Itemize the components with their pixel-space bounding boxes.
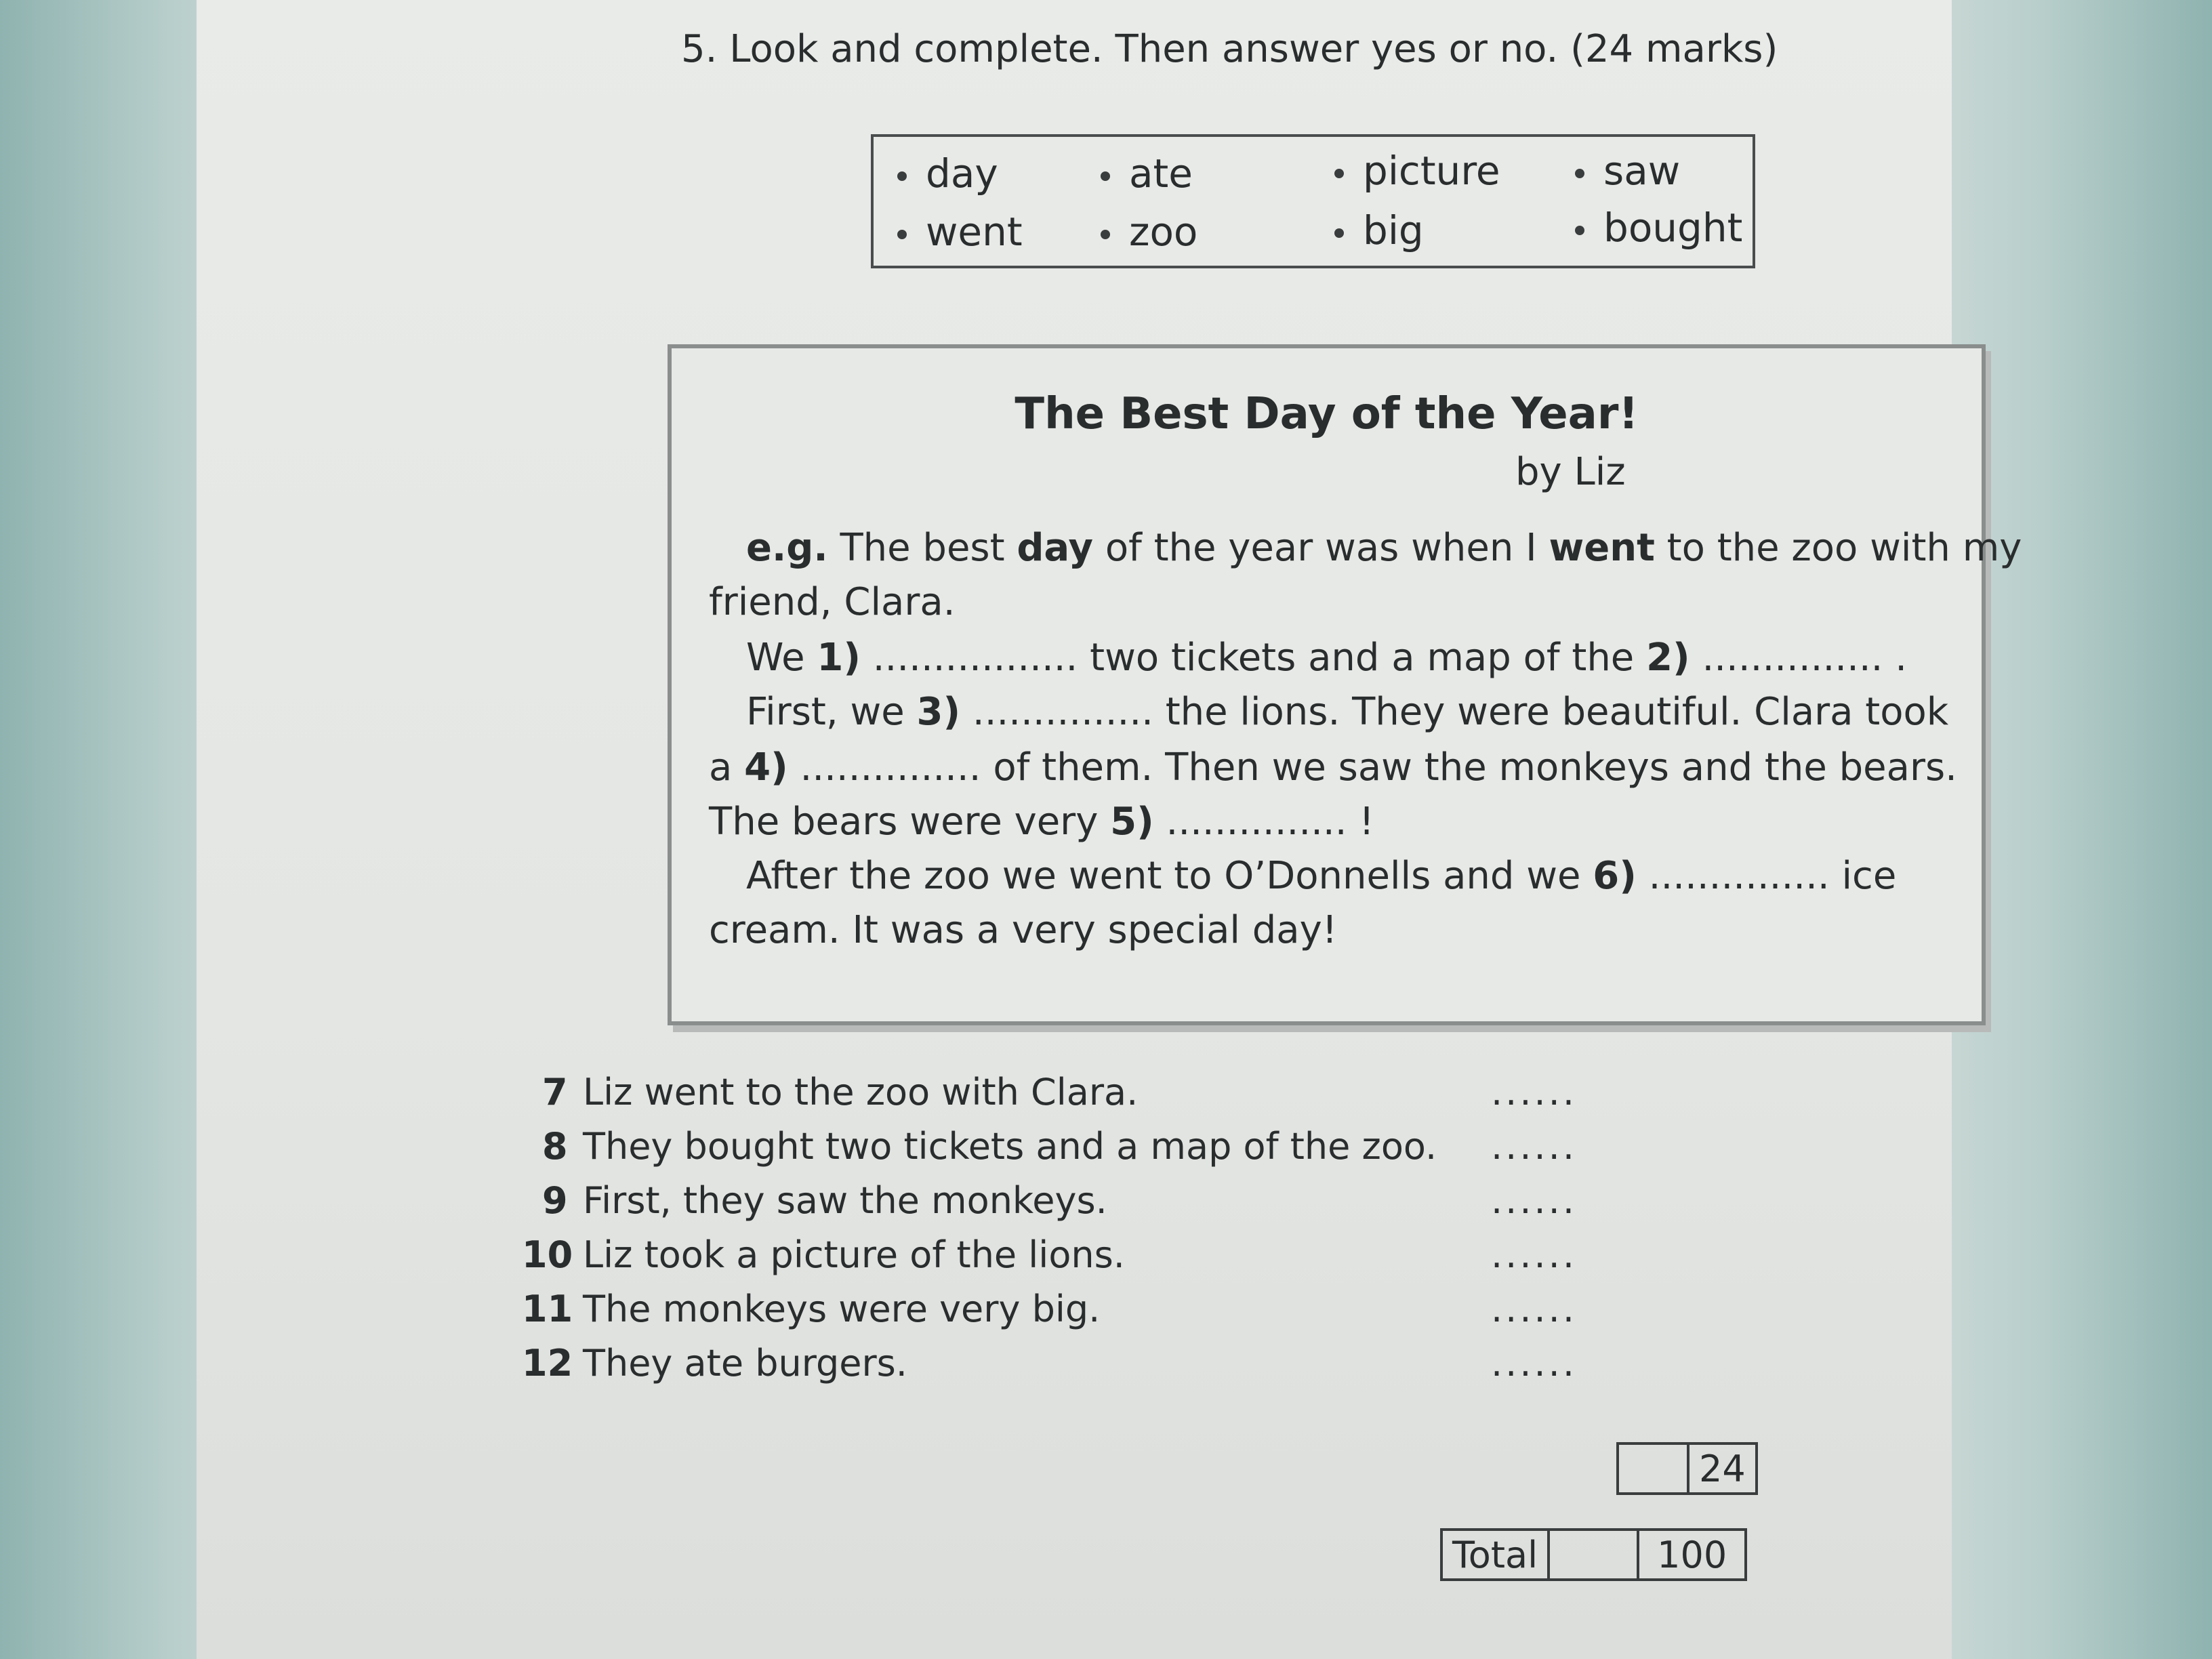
- story-title: The Best Day of the Year!: [1015, 389, 1639, 439]
- story-line-5: a 4) ............... of them. Then we saw the monkeys and the bears.: [709, 745, 1957, 790]
- section-score-max: 24: [1688, 1443, 1757, 1494]
- question-text: The monkeys were very big.: [583, 1288, 1101, 1330]
- bullet-icon: [897, 171, 907, 181]
- word-went: went: [897, 209, 1023, 255]
- answer-blank[interactable]: ......: [1491, 1233, 1577, 1276]
- question-text: Liz took a picture of the lions.: [583, 1233, 1125, 1276]
- section-score-box: [1616, 1442, 1758, 1495]
- story-line-7: After the zoo we went to O’Donnells and we 6) ............... ice: [746, 854, 1897, 898]
- bullet-icon: [1101, 230, 1110, 239]
- answer-blank[interactable]: ......: [1491, 1125, 1577, 1168]
- word-big: big: [1334, 207, 1424, 253]
- bullet-icon: [1575, 226, 1584, 235]
- question-number: 11: [522, 1288, 573, 1330]
- question-text: They bought two tickets and a map of the zoo.: [583, 1125, 1437, 1168]
- question-text: First, they saw the monkeys.: [583, 1179, 1107, 1222]
- question-number: 10: [522, 1233, 573, 1276]
- question-number: 12: [522, 1342, 573, 1385]
- story-line-3: We 1) ................. two tickets and a map of the 2) ............... .: [746, 636, 1908, 680]
- bullet-icon: [1101, 171, 1110, 181]
- story-line-1: e.g. The best day of the year was when I went to the zoo with my: [746, 526, 2022, 570]
- answer-blank[interactable]: ......: [1491, 1179, 1577, 1222]
- question-number: 8: [542, 1125, 568, 1168]
- story-box: [668, 344, 2022, 1025]
- bullet-icon: [1334, 228, 1344, 238]
- bullet-icon: [1334, 169, 1344, 178]
- total-score-input[interactable]: [1549, 1530, 1638, 1580]
- word-day: day: [897, 150, 998, 197]
- word-saw: saw: [1575, 148, 1680, 194]
- story-line-8: cream. It was a very special day!: [709, 908, 1338, 952]
- word-box: [871, 134, 1755, 268]
- question-number: 7: [542, 1071, 568, 1113]
- bullet-icon: [897, 230, 907, 239]
- word-zoo: zoo: [1101, 209, 1197, 255]
- question-text: Liz went to the zoo with Clara.: [583, 1071, 1139, 1113]
- story-line-6: The bears were very 5) ............... !: [709, 800, 1374, 844]
- word-bought: bought: [1575, 205, 1742, 251]
- total-score-max: 100: [1638, 1530, 1746, 1580]
- answer-blank[interactable]: ......: [1491, 1071, 1577, 1113]
- answer-blank[interactable]: ......: [1491, 1288, 1577, 1330]
- story-byline: by Liz: [1515, 450, 1626, 494]
- total-score-box: [1440, 1528, 1747, 1581]
- story-line-4: First, we 3) ............... the lions. They were beautiful. Clara took: [746, 690, 1949, 734]
- worksheet-page: [197, 0, 2022, 1659]
- story-line-2: friend, Clara.: [709, 580, 956, 624]
- question-number: 9: [542, 1179, 568, 1222]
- bullet-icon: [1575, 169, 1584, 178]
- answer-blank[interactable]: ......: [1491, 1342, 1577, 1385]
- exercise-heading: 5. Look and complete. Then answer yes or no. (24 marks): [681, 27, 1778, 71]
- total-label: Total: [1441, 1530, 1549, 1580]
- question-text: They ate burgers.: [583, 1342, 907, 1385]
- word-ate: ate: [1101, 150, 1193, 197]
- section-score-input[interactable]: [1618, 1443, 1688, 1494]
- word-picture: picture: [1334, 148, 1500, 194]
